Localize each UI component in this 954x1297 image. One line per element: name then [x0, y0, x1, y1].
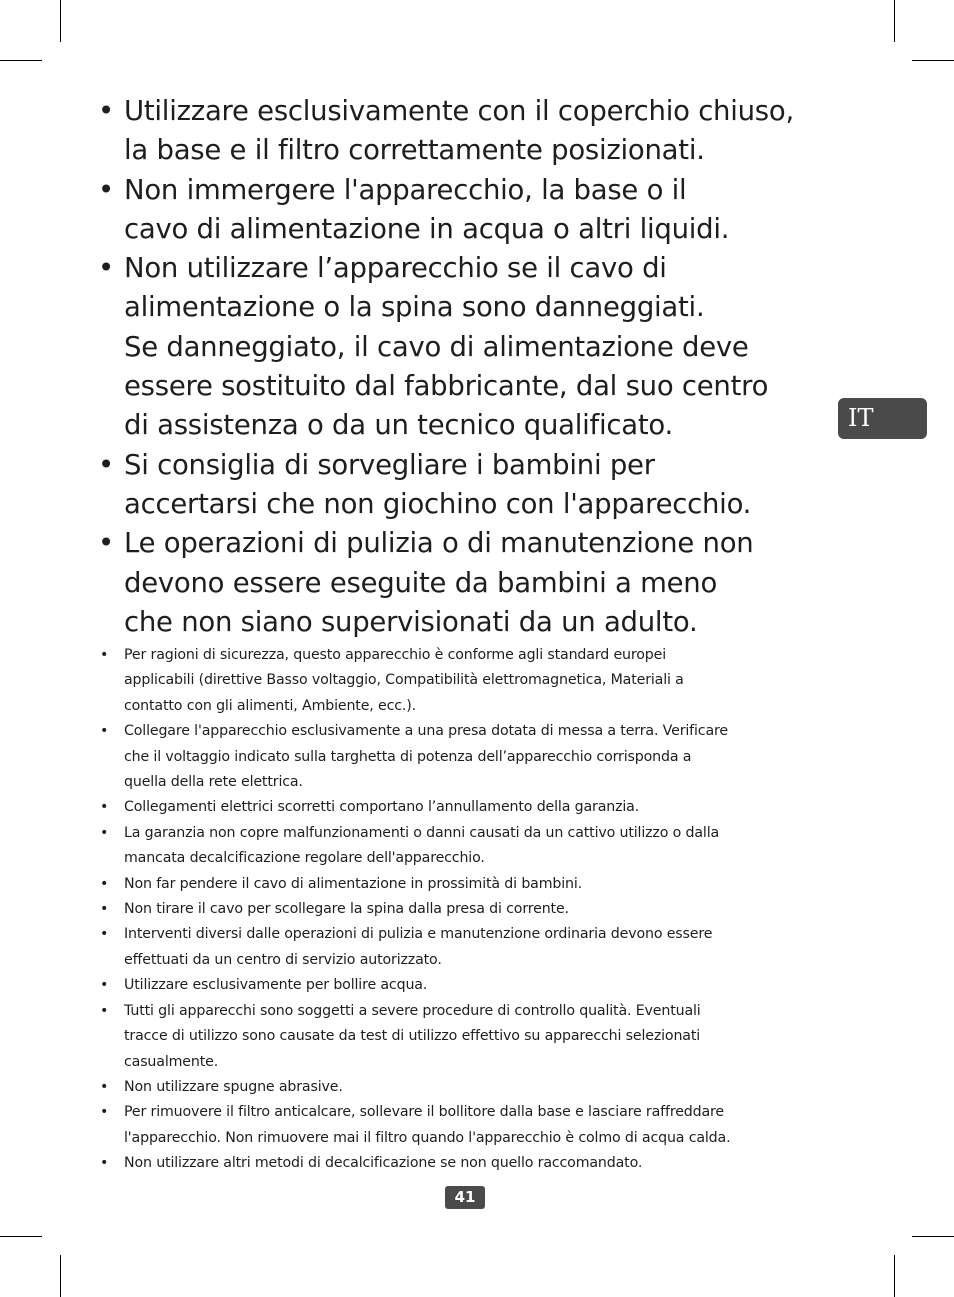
bullet-icon: •: [98, 527, 114, 560]
list-item-text: Non far pendere il cavo di alimentazione in prossimità di bambini.: [124, 875, 583, 892]
list-item: [98, 872, 838, 897]
bullet-icon: •: [100, 901, 109, 918]
bullet-icon: •: [100, 824, 109, 841]
list-item-text: Utilizzare esclusivamente con il coperchio chiuso, la base e il filtro correttamente posizionati.: [124, 95, 794, 167]
list-item-text: Collegare l'apparecchio esclusivamente a una presa dotata di messa a terra. Verificare che il voltaggio indicato sulla targhetta di potenza dell’apparecchio corrisponda a quella della rete elettrica.: [124, 723, 728, 791]
bullet-icon: •: [100, 1155, 109, 1172]
list-item: [98, 973, 838, 998]
list-item: [98, 1075, 838, 1100]
list-item: [98, 719, 838, 795]
language-tab: IT: [838, 398, 927, 439]
bullet-icon: •: [98, 252, 114, 285]
list-item: [98, 922, 838, 973]
list-item: [98, 1151, 838, 1176]
crop-mark: [0, 1236, 42, 1237]
bullet-icon: •: [100, 926, 109, 943]
list-item: [98, 446, 838, 525]
bullet-icon: •: [98, 95, 114, 127]
list-item: [98, 92, 838, 171]
bullet-icon: •: [100, 1078, 109, 1095]
list-item: [98, 524, 838, 642]
crop-mark: [60, 1255, 61, 1297]
list-item-text: Non utilizzare l’apparecchio se il cavo di alimentazione o la spina sono danneggiati. Se danneggiato, il cavo di alimentazione deve essere sostituito dal fabbricante, dal suo centro di assistenza o da un tecnico qualificato.: [124, 252, 769, 442]
crop-mark: [912, 1236, 954, 1237]
list-item: [98, 999, 838, 1075]
list-item-text: Non utilizzare spugne abrasive.: [124, 1078, 343, 1095]
safety-list-small: [98, 643, 838, 1177]
list-item: [98, 171, 838, 250]
bullet-icon: •: [100, 723, 109, 740]
list-item-text: Le operazioni di pulizia o di manutenzione non devono essere eseguite da bambini a meno che non siano supervisionati da un adulto.: [124, 527, 754, 638]
list-item-text: Utilizzare esclusivamente per bollire acqua.: [124, 977, 428, 994]
list-item: [98, 795, 838, 820]
list-item-text: Non immergere l'apparecchio, la base o il cavo di alimentazione in acqua o altri liquidi.: [124, 173, 730, 245]
list-item-text: Collegamenti elettrici scorretti comportano l’annullamento della garanzia.: [124, 799, 640, 816]
bullet-icon: •: [98, 448, 114, 481]
bullet-icon: •: [98, 173, 114, 206]
list-item-text: La garanzia non copre malfunzionamenti o danni causati da un cattivo utilizzo o dalla mancata decalcificazione regolare dell'apparecchio.: [124, 824, 720, 867]
list-item: [98, 643, 838, 719]
list-item: [98, 1100, 838, 1151]
bullet-icon: •: [100, 647, 109, 663]
bullet-icon: •: [100, 799, 109, 816]
crop-mark: [0, 60, 42, 61]
list-item-text: Tutti gli apparecchi sono soggetti a severe procedure di controllo qualità. Eventuali tracce di utilizzo sono causate da test di utilizzo effettivo su apparecchi selezionati casualmente.: [124, 1002, 701, 1070]
crop-mark: [912, 60, 954, 61]
list-item-text: Si consiglia di sorvegliare i bambini per accertarsi che non giochino con l'apparecchio.: [124, 448, 752, 520]
list-item-text: Per rimuovere il filtro anticalcare, sollevare il bollitore dalla base e lasciare raffreddare l'apparecchio. Non rimuovere mai il filtro quando l'apparecchio è colmo di acqua calda.: [124, 1104, 731, 1146]
crop-mark: [894, 0, 895, 42]
list-item-text: Per ragioni di sicurezza, questo apparecchio è conforme agli standard europei applicabili (direttive Basso voltaggio, Compatibilità elettromagnetica, Materiali a contatto con gli alimenti, Ambiente, ecc.).: [124, 647, 684, 714]
list-item-text: Non utilizzare altri metodi di decalcificazione se non quello raccomandato.: [124, 1155, 643, 1172]
crop-mark: [894, 1255, 895, 1297]
bullet-icon: •: [100, 875, 109, 892]
bullet-icon: •: [100, 1002, 109, 1019]
crop-mark: [60, 0, 61, 42]
bullet-icon: •: [100, 1104, 109, 1121]
bullet-icon: •: [100, 977, 109, 994]
list-item-text: Interventi diversi dalle operazioni di pulizia e manutenzione ordinaria devono essere effettuati da un centro di servizio autorizzato.: [124, 926, 713, 968]
list-item: [98, 249, 838, 445]
page-number: 41: [445, 1186, 485, 1209]
safety-list-large: [98, 92, 838, 642]
list-item-text: Non tirare il cavo per scollegare la spina dalla presa di corrente.: [124, 901, 569, 918]
list-item: [98, 821, 838, 872]
list-item: [98, 897, 838, 922]
